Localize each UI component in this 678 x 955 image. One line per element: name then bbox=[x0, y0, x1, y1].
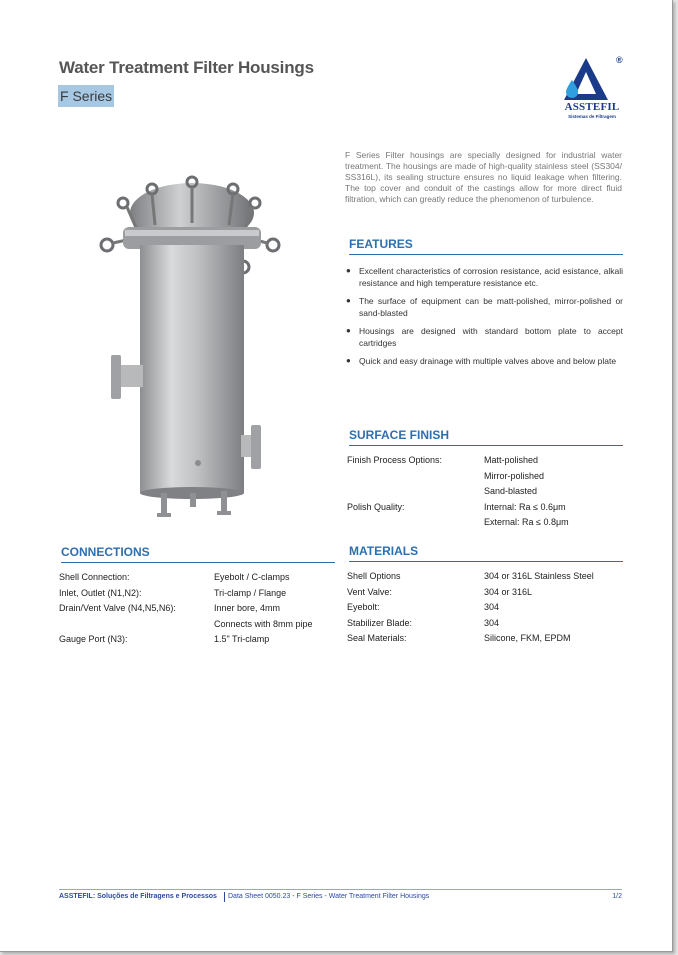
footer-company: ASSTEFIL: Soluções de Filtragens e Processos bbox=[59, 893, 217, 900]
intro-paragraph: F Series Filter housings are specially designed for industrial water treatment. The housings are made of high-quality stainless steel (SS304/ SS316L), its sealing structure ensures no liquid leakage when filtering. The top cover and conduit of the castings allow for more direct fluid filtration, which can greatly reduce the phenomenon of turbulence. bbox=[345, 150, 622, 204]
bullet-icon: ● bbox=[346, 326, 351, 335]
feature-item: ● The surface of equipment can be matt-polished, mirror-polished or sand-blasted bbox=[346, 296, 623, 318]
footer-separator bbox=[224, 892, 225, 902]
bullet-icon: ● bbox=[346, 266, 351, 275]
feature-item: ● Quick and easy drainage with multiple valves above and below plate bbox=[346, 356, 617, 366]
table-row: Gauge Port (N3): 1.5" Tri-clamp bbox=[59, 634, 270, 644]
feature-item: ● Housings are designed with standard bottom plate to accept cartridges bbox=[346, 326, 623, 348]
series-label: F Series bbox=[58, 85, 114, 107]
logo-mark-icon bbox=[556, 56, 616, 102]
table-row: Shell Connection: Eyebolt / C-clamps bbox=[59, 572, 290, 582]
table-row: Eyebolt: 304 bbox=[347, 602, 500, 612]
table-row: Mirror-polished bbox=[484, 470, 545, 481]
table-row: Stabilizer Blade: 304 bbox=[347, 617, 500, 628]
table-row: Finish Process Options: Matt-polished bbox=[347, 455, 539, 465]
surface-finish-table bbox=[347, 455, 623, 533]
table-row: Vent Valve: 304 or 316L bbox=[347, 586, 533, 597]
features-list bbox=[345, 265, 623, 373]
table-row: Connects with 8mm pipe bbox=[214, 618, 313, 629]
table-row: Polish Quality: Internal: Ra ≤ 0.6μm bbox=[347, 501, 566, 512]
connections-table bbox=[59, 572, 335, 650]
footer-doc-title: Data Sheet 0050.23 - F Series - Water Treatment Filter Housings bbox=[228, 893, 430, 900]
logo-name: ASSTEFIL bbox=[564, 101, 620, 113]
page-number: 1/2 bbox=[612, 893, 622, 900]
footer-divider bbox=[59, 889, 622, 890]
registered-mark: ® bbox=[616, 55, 623, 65]
surface-finish-heading: SURFACE FINISH bbox=[349, 428, 623, 446]
bullet-icon: ● bbox=[346, 296, 351, 305]
table-row: Shell Options 304 or 316L Stainless Steel bbox=[347, 571, 594, 581]
table-row: External: Ra ≤ 0.8μm bbox=[484, 517, 569, 527]
table-row: Inlet, Outlet (N1,N2): Tri-clamp / Flange bbox=[59, 587, 287, 598]
features-heading: FEATURES bbox=[349, 237, 623, 255]
filter-housing-image bbox=[95, 175, 295, 525]
connections-heading: CONNECTIONS bbox=[61, 545, 335, 563]
asstefil-logo bbox=[556, 56, 628, 120]
page-title: Water Treatment Filter Housings bbox=[59, 58, 314, 77]
logo-tagline: Sistemas de Filtragem bbox=[568, 114, 616, 119]
table-row: Seal Materials: Silicone, FKM, EPDM bbox=[347, 633, 571, 643]
materials-heading: MATERIALS bbox=[349, 544, 623, 562]
table-row: Drain/Vent Valve (N4,N5,N6): Inner bore, 4mm bbox=[59, 603, 281, 613]
bullet-icon: ● bbox=[346, 356, 351, 365]
table-row: Sand-blasted bbox=[484, 486, 538, 496]
materials-table bbox=[347, 571, 623, 649]
feature-item: ● Excellent characteristics of corrosion resistance, acid esistance, alkali resistance and high temperature resistance etc. bbox=[346, 266, 623, 288]
